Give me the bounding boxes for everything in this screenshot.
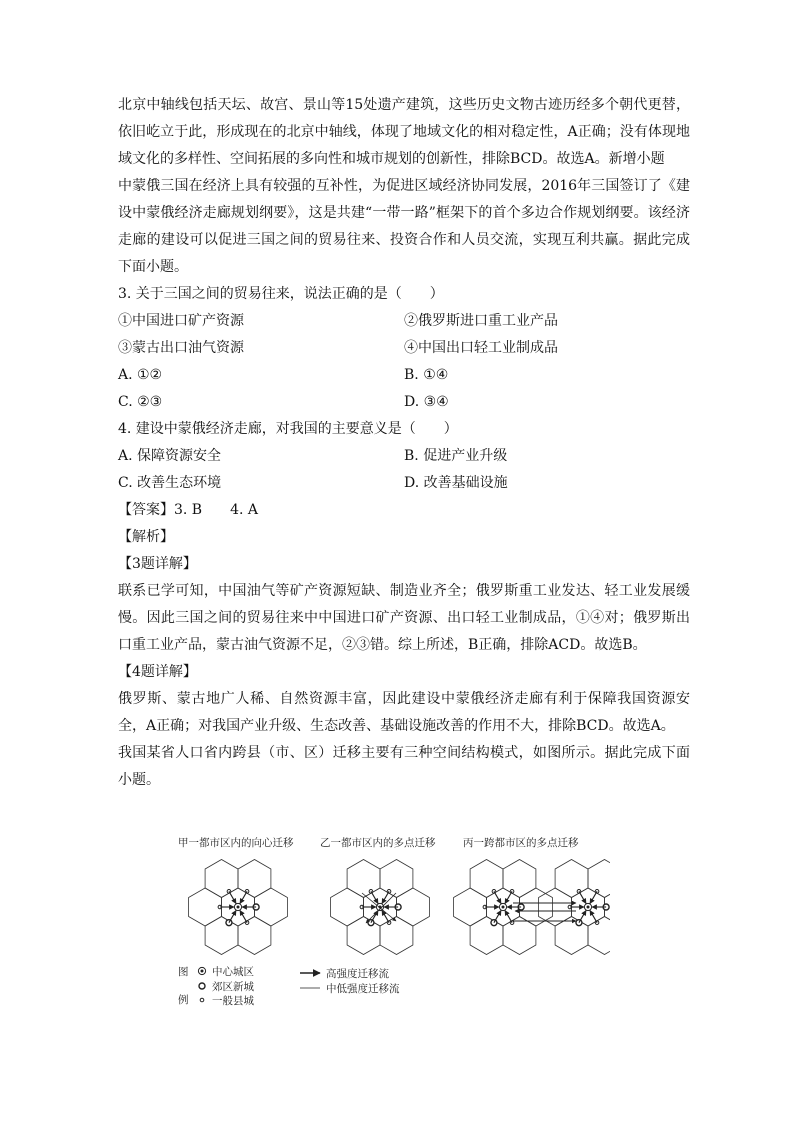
center-city-icon-dot — [587, 906, 590, 909]
hex-cell — [503, 917, 536, 955]
migration-arrow — [505, 891, 512, 903]
hex-cluster-c-left — [454, 860, 553, 955]
hex-cell — [347, 860, 380, 898]
center-city-icon-dot — [502, 906, 505, 909]
migration-arrow — [494, 891, 501, 903]
option-b: B. 促进产业升级 — [404, 448, 508, 464]
detail-3-text: 联系已学可知，中国油气等矿产资源短缺、制造业齐全；俄罗斯重工业发达、轻工业发展缓慢。因此三国之间的贸易往来中中国进口矿产资源、出口轻工业制成品，①④对；俄罗斯出口重工业产品，蒙古油气资源不足，②③错。综上所述，B正确，排除ACD。故选B。 — [118, 583, 690, 653]
paragraph-context-migration: 我国某省人口省内跨县（市、区）迁移主要有三种空间结构模式，如图所示。据此完成下面小题。 — [118, 745, 690, 788]
option-b: B. ①④ — [404, 367, 449, 383]
center-city-icon-dot — [201, 970, 204, 973]
hex-cell — [205, 860, 238, 898]
migration-arrow — [494, 910, 501, 922]
statement-2: ②俄罗斯进口重工业产品 — [404, 313, 558, 329]
hex-cell — [347, 917, 380, 955]
question-3-stem: 3. 关于三国之间的贸易往来，说法正确的是（ ） — [118, 286, 444, 302]
figure-title-a: 甲一都市区内的向心迁移 — [178, 837, 294, 849]
hex-cell — [503, 860, 536, 898]
detail-3-heading: 【3题详解】 — [118, 556, 197, 572]
figure-title-c: 丙一跨都市区的多点迁移 — [463, 837, 579, 849]
legend-lead-1: 图 — [178, 966, 189, 978]
question-3-statements-row-2 — [118, 335, 690, 362]
hex-cell — [238, 917, 271, 955]
answer-line: 【答案】3. B 4. A — [118, 502, 259, 518]
question-3-options-row-2 — [118, 389, 690, 416]
migration-diagram — [170, 832, 610, 1012]
question-4-options-row-2 — [118, 470, 690, 497]
detail-4-text: 俄罗斯、蒙古地广人稀、自然资源丰富，因此建设中蒙俄经济走廊有利于保障我国资源安全，A正确；对我国产业升级、生态改善、基础设施改善的作用不大，排除BCD。故选A。 — [118, 691, 690, 734]
hex-cluster-a — [189, 860, 288, 955]
suburb-town-icon — [199, 983, 205, 989]
option-d: D. 改善基础设施 — [404, 475, 508, 491]
question-3-statements-row-1 — [118, 308, 690, 335]
question-3-options-row-1 — [118, 362, 690, 389]
hex-cell — [380, 860, 413, 898]
option-d: D. ③④ — [404, 394, 449, 410]
legend-high: 高强度迁移流 — [326, 968, 389, 980]
paragraph-explanation-q2: 北京中轴线包括天坛、故宫、景山等15处遗产建筑，这些历史文物古迹历经多个朝代更替，依旧屹立于此，形成现在的北京中轴线，体现了地域文化的相对稳定性，A正确；没有体现地域文化的多样性、空间拓展的多向性和城市规划的创新性，排除BCD。故选A。新增小题 — [118, 97, 690, 167]
migration-arrow — [505, 910, 512, 922]
hex-cell — [470, 860, 503, 898]
legend-suburb: 郊区新城 — [212, 981, 254, 993]
migration-arrow — [240, 891, 247, 903]
question-4-options-row-1 — [118, 443, 690, 470]
detail-4-heading: 【4题详解】 — [118, 664, 197, 680]
hex-cell — [555, 860, 588, 898]
hex-cell — [380, 917, 413, 955]
migration-arrows — [220, 891, 606, 923]
hex-cell — [454, 888, 487, 926]
statement-1: ①中国进口矿产资源 — [118, 313, 244, 329]
migration-arrow — [366, 893, 396, 923]
question-4-stem: 4. 建设中蒙俄经济走廊，对我国的主要意义是（ ） — [118, 421, 458, 437]
figure-title-b: 乙一都市区内的多点迁移 — [320, 837, 436, 849]
hex-cell — [189, 888, 222, 926]
migration-arrow — [240, 910, 247, 922]
hex-cell — [470, 917, 503, 955]
option-c: C. 改善生态环境 — [118, 475, 222, 491]
statement-4: ④中国出口轻工业制成品 — [404, 340, 558, 356]
option-c: C. ②③ — [118, 394, 163, 410]
center-city-icon-dot — [237, 906, 240, 909]
migration-arrow — [229, 910, 236, 922]
option-a: A. ①② — [118, 367, 163, 383]
hex-cell — [555, 917, 588, 955]
legend — [178, 965, 400, 1007]
migration-arrow — [590, 891, 597, 903]
migration-diagram-svg — [170, 832, 610, 1012]
statement-3: ③蒙古出口油气资源 — [118, 340, 244, 356]
option-a: A. 保障资源安全 — [118, 448, 222, 464]
hex-cluster-b — [331, 860, 430, 955]
migration-arrow — [579, 910, 586, 922]
hex-cell — [331, 888, 364, 926]
legend-low: 中低强度迁移流 — [326, 983, 400, 995]
hex-cell — [238, 860, 271, 898]
migration-arrow — [590, 910, 597, 922]
migration-arrow — [382, 891, 389, 903]
hex-cell — [539, 888, 572, 926]
paragraph-context-q3-q4: 中蒙俄三国在经济上具有较强的互补性，为促进区域经济协同发展，2016年三国签订了《建设中蒙俄经济走廊规划纲要》，这是共建“一带一路”框架下的首个多边合作规划纲要。该经济走廊的建设可以促进三国之间的贸易往来、投资合作和人员交流，实现互利共赢。据此完成下面小题。 — [118, 178, 690, 275]
hex-cell — [205, 917, 238, 955]
migration-arrow — [579, 891, 586, 903]
county-town-icon — [200, 998, 204, 1002]
analysis-heading: 【解析】 — [118, 529, 174, 545]
migration-arrow — [229, 891, 236, 903]
legend-county: 一般县城 — [212, 995, 254, 1007]
document-body — [118, 92, 690, 794]
legend-lead-2: 例 — [178, 994, 189, 1006]
legend-center: 中心城区 — [212, 966, 254, 978]
